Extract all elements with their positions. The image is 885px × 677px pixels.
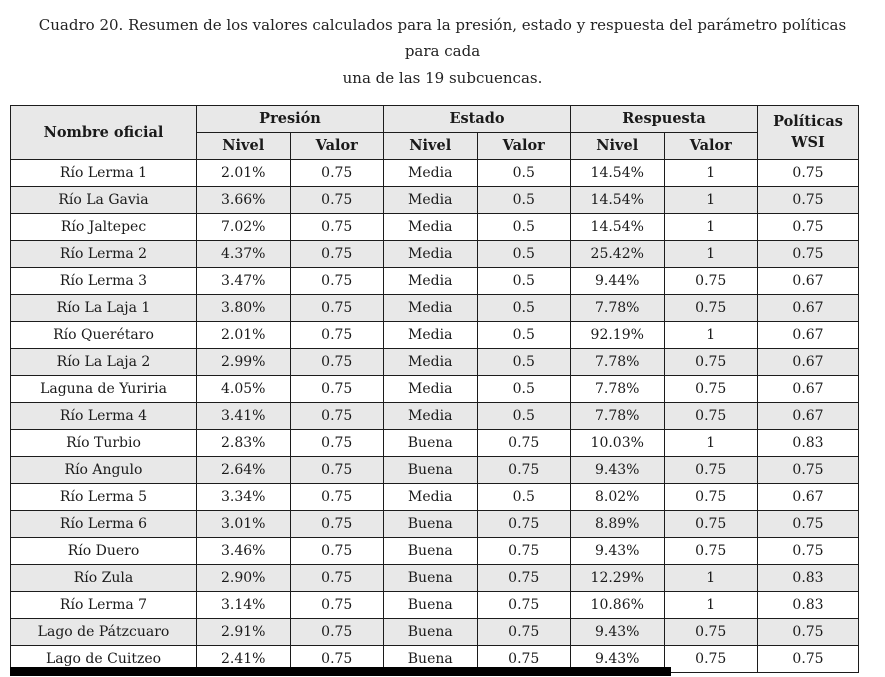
value-cell: 0.75 xyxy=(758,213,859,240)
value-cell: 7.78% xyxy=(571,402,665,429)
value-cell: 0.75 xyxy=(290,159,384,186)
value-cell: 1 xyxy=(664,321,758,348)
value-cell: 0.5 xyxy=(477,267,571,294)
table-row xyxy=(11,348,859,375)
value-cell: 0.83 xyxy=(758,591,859,618)
value-cell: 0.75 xyxy=(290,591,384,618)
value-cell: 0.83 xyxy=(758,564,859,591)
table-row xyxy=(11,537,859,564)
subbasin-name-cell: Lago de Pátzcuaro xyxy=(11,618,197,645)
value-cell: 0.5 xyxy=(477,483,571,510)
value-cell: 0.75 xyxy=(758,186,859,213)
value-cell: 0.75 xyxy=(477,537,571,564)
value-cell: 3.66% xyxy=(197,186,291,213)
sub-header-respuesta-valor: Valor xyxy=(664,132,758,159)
value-cell: Media xyxy=(384,294,478,321)
sub-header-presion-valor: Valor xyxy=(290,132,384,159)
value-cell: 2.01% xyxy=(197,321,291,348)
value-cell: 0.67 xyxy=(758,348,859,375)
politicas-header-line-2: WSI xyxy=(791,134,825,152)
caption-line-2: una de las 19 subcuencas. xyxy=(342,68,543,87)
value-cell: 1 xyxy=(664,186,758,213)
value-cell: Buena xyxy=(384,456,478,483)
value-cell: Buena xyxy=(384,510,478,537)
value-cell: Buena xyxy=(384,591,478,618)
value-cell: 0.75 xyxy=(758,618,859,645)
value-cell: 0.5 xyxy=(477,348,571,375)
value-cell: 0.75 xyxy=(664,375,758,402)
value-cell: 1 xyxy=(664,429,758,456)
table-body xyxy=(11,159,859,672)
table-header xyxy=(11,105,859,159)
value-cell: Buena xyxy=(384,429,478,456)
value-cell: 9.43% xyxy=(571,645,665,672)
value-cell: 0.67 xyxy=(758,267,859,294)
table-row xyxy=(11,456,859,483)
value-cell: 0.5 xyxy=(477,402,571,429)
value-cell: 3.47% xyxy=(197,267,291,294)
value-cell: 0.5 xyxy=(477,321,571,348)
value-cell: Media xyxy=(384,267,478,294)
value-cell: 7.02% xyxy=(197,213,291,240)
value-cell: 0.67 xyxy=(758,483,859,510)
value-cell: 0.5 xyxy=(477,294,571,321)
value-cell: 9.44% xyxy=(571,267,665,294)
value-cell: 0.75 xyxy=(664,618,758,645)
bottom-black-bar xyxy=(10,667,671,676)
caption-line-1: Cuadro 20. Resumen de los valores calculados para la presión, estado y respuesta del parámetro políticas para cada xyxy=(38,16,847,61)
value-cell: 0.75 xyxy=(477,429,571,456)
value-cell: 0.75 xyxy=(290,537,384,564)
sub-header-presion-nivel: Nivel xyxy=(197,132,291,159)
value-cell: 10.86% xyxy=(571,591,665,618)
sub-header-estado-valor: Valor xyxy=(477,132,571,159)
value-cell: 8.02% xyxy=(571,483,665,510)
value-cell: 7.78% xyxy=(571,294,665,321)
value-cell: Buena xyxy=(384,564,478,591)
subbasin-name-cell: Río Turbio xyxy=(11,429,197,456)
column-header-nombre-oficial: Nombre oficial xyxy=(11,105,197,159)
value-cell: 10.03% xyxy=(571,429,665,456)
value-cell: 0.75 xyxy=(758,510,859,537)
value-cell: Buena xyxy=(384,618,478,645)
value-cell: 0.67 xyxy=(758,321,859,348)
subbasin-name-cell: Río La Laja 1 xyxy=(11,294,197,321)
value-cell: 0.5 xyxy=(477,186,571,213)
subbasin-name-cell: Río Jaltepec xyxy=(11,213,197,240)
value-cell: Buena xyxy=(384,537,478,564)
subbasin-name-cell: Río Lerma 5 xyxy=(11,483,197,510)
subbasin-name-cell: Río Duero xyxy=(11,537,197,564)
value-cell: 7.78% xyxy=(571,348,665,375)
table-row xyxy=(11,321,859,348)
value-cell: 0.75 xyxy=(477,645,571,672)
column-header-politicas-wsi xyxy=(758,105,859,159)
table-row xyxy=(11,213,859,240)
subbasin-name-cell: Laguna de Yuriria xyxy=(11,375,197,402)
value-cell: 25.42% xyxy=(571,240,665,267)
value-cell: 9.43% xyxy=(571,618,665,645)
value-cell: 0.75 xyxy=(664,402,758,429)
value-cell: 4.37% xyxy=(197,240,291,267)
value-cell: 3.34% xyxy=(197,483,291,510)
sub-header-respuesta-nivel: Nivel xyxy=(571,132,665,159)
value-cell: 0.75 xyxy=(664,456,758,483)
value-cell: 0.75 xyxy=(290,456,384,483)
value-cell: 8.89% xyxy=(571,510,665,537)
value-cell: 0.75 xyxy=(290,213,384,240)
subbasin-name-cell: Río Lerma 3 xyxy=(11,267,197,294)
value-cell: 0.75 xyxy=(290,375,384,402)
value-cell: 2.90% xyxy=(197,564,291,591)
value-cell: 0.75 xyxy=(664,510,758,537)
table-row xyxy=(11,591,859,618)
value-cell: Media xyxy=(384,402,478,429)
value-cell: 2.64% xyxy=(197,456,291,483)
value-cell: 3.80% xyxy=(197,294,291,321)
value-cell: 9.43% xyxy=(571,537,665,564)
value-cell: 0.75 xyxy=(477,510,571,537)
value-cell: 0.75 xyxy=(290,402,384,429)
value-cell: 0.75 xyxy=(664,348,758,375)
sub-header-estado-nivel: Nivel xyxy=(384,132,478,159)
table-row xyxy=(11,186,859,213)
value-cell: 0.75 xyxy=(290,321,384,348)
value-cell: 1 xyxy=(664,159,758,186)
value-cell: 0.75 xyxy=(664,294,758,321)
value-cell: 1 xyxy=(664,591,758,618)
value-cell: 0.75 xyxy=(477,456,571,483)
value-cell: Media xyxy=(384,483,478,510)
subbasin-name-cell: Río Lerma 4 xyxy=(11,402,197,429)
table-row xyxy=(11,240,859,267)
value-cell: Media xyxy=(384,348,478,375)
table-row xyxy=(11,159,859,186)
value-cell: 0.75 xyxy=(477,618,571,645)
value-cell: 4.05% xyxy=(197,375,291,402)
table-row xyxy=(11,510,859,537)
value-cell: 1 xyxy=(664,564,758,591)
value-cell: 0.75 xyxy=(477,564,571,591)
value-cell: 0.67 xyxy=(758,402,859,429)
value-cell: 0.75 xyxy=(290,267,384,294)
summary-table xyxy=(10,105,859,673)
value-cell: 3.46% xyxy=(197,537,291,564)
subbasin-name-cell: Río Querétaro xyxy=(11,321,197,348)
value-cell: 0.5 xyxy=(477,375,571,402)
value-cell: 0.75 xyxy=(664,645,758,672)
value-cell: 0.75 xyxy=(758,537,859,564)
value-cell: 3.01% xyxy=(197,510,291,537)
group-header-respuesta: Respuesta xyxy=(571,105,758,132)
subbasin-name-cell: Río Lerma 1 xyxy=(11,159,197,186)
value-cell: 3.14% xyxy=(197,591,291,618)
value-cell: 0.67 xyxy=(758,294,859,321)
politicas-header-line-1: Políticas xyxy=(773,112,843,130)
subbasin-name-cell: Río Lerma 6 xyxy=(11,510,197,537)
value-cell: 2.91% xyxy=(197,618,291,645)
value-cell: 0.75 xyxy=(664,267,758,294)
table-caption xyxy=(23,12,863,91)
value-cell: Media xyxy=(384,213,478,240)
table-row xyxy=(11,267,859,294)
value-cell: 2.99% xyxy=(197,348,291,375)
subbasin-name-cell: Río Angulo xyxy=(11,456,197,483)
value-cell: 0.75 xyxy=(664,483,758,510)
table-row xyxy=(11,429,859,456)
value-cell: Media xyxy=(384,159,478,186)
value-cell: 14.54% xyxy=(571,186,665,213)
subbasin-name-cell: Río La Gavia xyxy=(11,186,197,213)
table-row xyxy=(11,402,859,429)
value-cell: 0.75 xyxy=(290,483,384,510)
table-row xyxy=(11,564,859,591)
value-cell: 0.75 xyxy=(758,645,859,672)
value-cell: 0.75 xyxy=(290,618,384,645)
subbasin-name-cell: Río La Laja 2 xyxy=(11,348,197,375)
value-cell: 3.41% xyxy=(197,402,291,429)
value-cell: 0.83 xyxy=(758,429,859,456)
value-cell: 0.75 xyxy=(664,537,758,564)
value-cell: 0.5 xyxy=(477,240,571,267)
value-cell: 92.19% xyxy=(571,321,665,348)
subbasin-name-cell: Río Zula xyxy=(11,564,197,591)
value-cell: 0.75 xyxy=(290,429,384,456)
table-row xyxy=(11,483,859,510)
value-cell: 0.75 xyxy=(290,240,384,267)
value-cell: 2.01% xyxy=(197,159,291,186)
value-cell: 0.75 xyxy=(290,564,384,591)
subbasin-name-cell: Lago de Cuitzeo xyxy=(11,645,197,672)
value-cell: 0.75 xyxy=(290,294,384,321)
group-header-estado: Estado xyxy=(384,105,571,132)
subbasin-name-cell: Río Lerma 2 xyxy=(11,240,197,267)
value-cell: 2.41% xyxy=(197,645,291,672)
value-cell: Media xyxy=(384,321,478,348)
value-cell: Media xyxy=(384,186,478,213)
value-cell: 0.75 xyxy=(290,645,384,672)
value-cell: 12.29% xyxy=(571,564,665,591)
value-cell: 0.5 xyxy=(477,159,571,186)
value-cell: 0.75 xyxy=(477,591,571,618)
table-row xyxy=(11,375,859,402)
value-cell: 7.78% xyxy=(571,375,665,402)
group-header-presion: Presión xyxy=(197,105,384,132)
value-cell: 9.43% xyxy=(571,456,665,483)
value-cell: 0.75 xyxy=(290,510,384,537)
value-cell: 0.75 xyxy=(758,456,859,483)
value-cell: 0.75 xyxy=(758,159,859,186)
table-row xyxy=(11,294,859,321)
value-cell: 1 xyxy=(664,240,758,267)
value-cell: 0.75 xyxy=(758,240,859,267)
value-cell: 0.5 xyxy=(477,213,571,240)
value-cell: Buena xyxy=(384,645,478,672)
value-cell: Media xyxy=(384,240,478,267)
value-cell: 1 xyxy=(664,213,758,240)
subbasin-name-cell: Río Lerma 7 xyxy=(11,591,197,618)
table-row xyxy=(11,618,859,645)
value-cell: 0.67 xyxy=(758,375,859,402)
value-cell: 0.75 xyxy=(290,348,384,375)
value-cell: 2.83% xyxy=(197,429,291,456)
value-cell: 14.54% xyxy=(571,159,665,186)
value-cell: Media xyxy=(384,375,478,402)
value-cell: 14.54% xyxy=(571,213,665,240)
value-cell: 0.75 xyxy=(290,186,384,213)
